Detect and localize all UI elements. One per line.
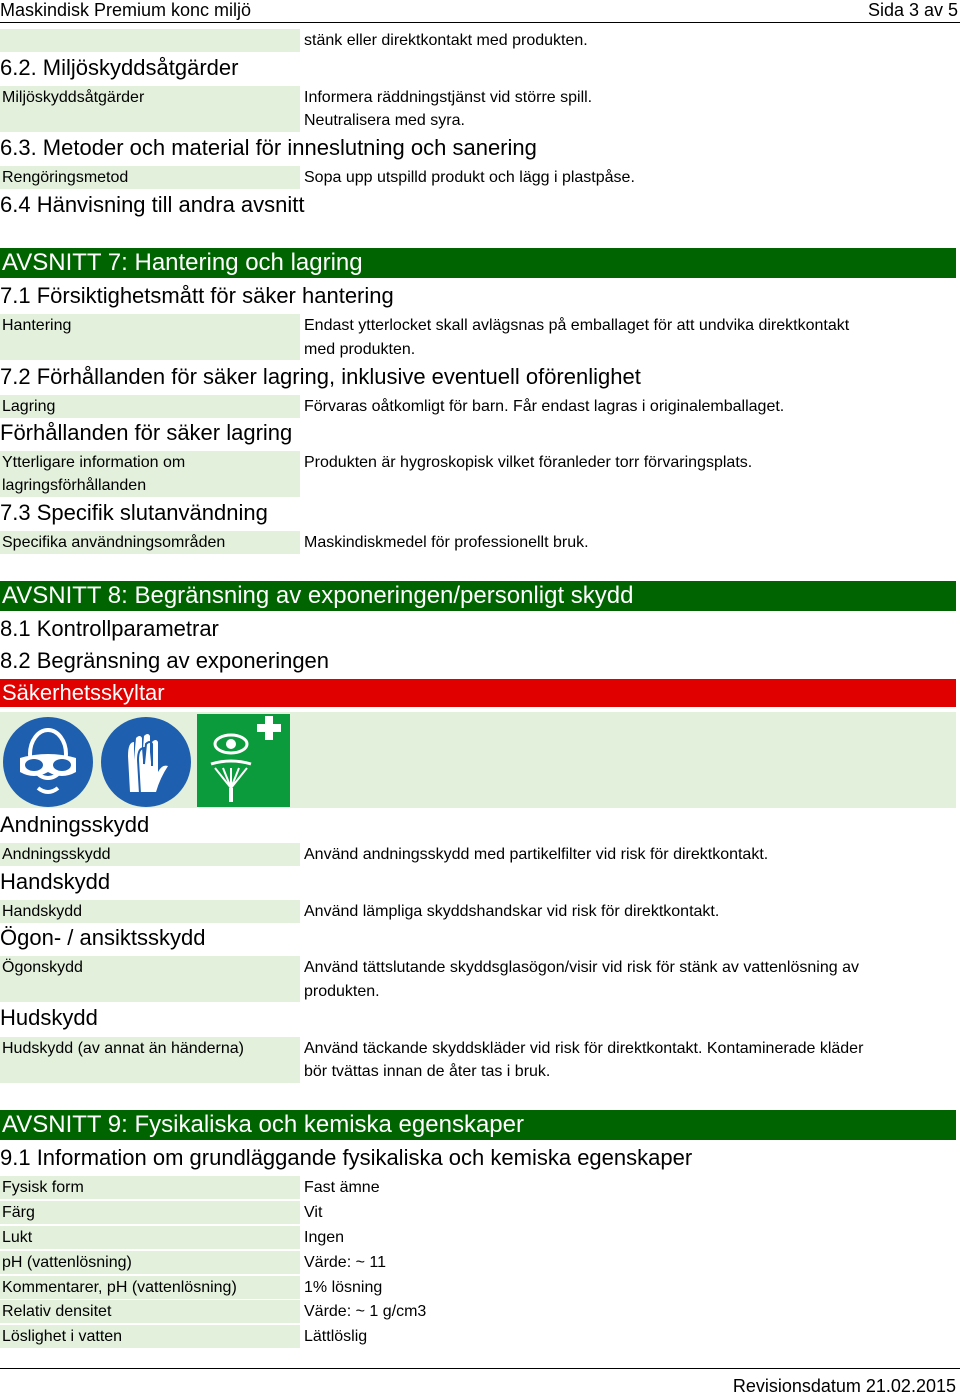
label-andningsskydd: Andningsskydd: [0, 843, 300, 866]
heading-hudskydd: Hudskydd: [0, 1005, 98, 1030]
table-row-value: Lättlöslig: [304, 1328, 368, 1345]
andningsskydd-value: Använd andningsskydd med partikelfilter vid risk för direktkontakt.: [304, 846, 769, 863]
label-ytterligare-line-2: lagringsförhållanden: [2, 477, 147, 494]
heading-8-1: 8.1 Kontrollparametrar: [0, 616, 219, 641]
goggles-icon: [2, 716, 94, 808]
heading-6-2: 6.2. Miljöskyddsåtgärder: [0, 55, 239, 80]
ogonskydd-value-1: Använd tättslutande skyddsglasögon/visir vid risk för stänk av vattenlösning av: [304, 959, 859, 976]
hudskydd-value-2: bör tvättas innan de åter tas i bruk.: [304, 1063, 551, 1080]
miljoskydd-value-1: Informera räddningstjänst vid större spill.: [304, 89, 593, 106]
heading-9-1: 9.1 Information om grundläggande fysikaliska och kemiska egenskaper: [0, 1145, 693, 1170]
label-lagring: Lagring: [0, 395, 300, 418]
table-row-label: Relativ densitet: [0, 1300, 300, 1323]
table-row-value: Ingen: [304, 1229, 345, 1246]
table-row-label: Lukt: [0, 1226, 300, 1249]
table-row-label: Kommentarer, pH (vattenlösning): [0, 1276, 300, 1299]
heading-7-2: 7.2 Förhållanden för säker lagring, inklusive eventuell oförenlighet: [0, 364, 641, 389]
heading-7-1: 7.1 Försiktighetsmått för säker hantering: [0, 283, 394, 308]
label-specifika: Specifika användningsområden: [0, 531, 300, 554]
handskydd-value: Använd lämpliga skyddshandskar vid risk för direktkontakt.: [304, 903, 720, 920]
section-7-title: AVSNITT 7: Hantering och lagring: [0, 248, 956, 278]
label-ytterligare-line-1: Ytterligare information om: [2, 454, 186, 471]
table-row-label: Färg: [0, 1201, 300, 1224]
eyewash-icon: [197, 714, 290, 807]
specifika-value: Maskindiskmedel för professionellt bruk.: [304, 534, 589, 551]
table-row-value: Värde: ~ 1 g/cm3: [304, 1303, 427, 1320]
heading-ogonskydd: Ögon- / ansiktsskydd: [0, 925, 206, 950]
lagring-value: Förvaras oåtkomligt för barn. Får endast lagras i originalemballaget.: [304, 398, 785, 415]
heading-handskydd: Handskydd: [0, 869, 111, 894]
document-title: Maskindisk Premium konc miljö: [0, 0, 252, 20]
ogonskydd-value-2: produkten.: [304, 983, 380, 1000]
table-row-value: Fast ämne: [304, 1179, 380, 1196]
heading-7-3: 7.3 Specifik slutanvändning: [0, 500, 268, 525]
miljoskydd-value-2: Neutralisera med syra.: [304, 112, 465, 129]
section-8-title: AVSNITT 8: Begränsning av exponeringen/personligt skydd: [0, 581, 956, 611]
heading-6-4: 6.4 Hänvisning till andra avsnitt: [0, 192, 305, 217]
label-cell-blank: [0, 29, 300, 52]
heading-6-3: 6.3. Metoder och material för inneslutning och sanering: [0, 135, 537, 160]
page-header: [0, 0, 960, 23]
heading-andningsskydd: Andningsskydd: [0, 812, 150, 837]
page-number: Sida 3 av 5: [867, 0, 958, 20]
hantering-value-1: Endast ytterlocket skall avlägsnas på emballaget för att undvika direktkontakt: [304, 317, 850, 334]
hantering-value-2: med produkten.: [304, 341, 416, 358]
table-row-value: Vit: [304, 1204, 323, 1221]
gloves-icon: [100, 716, 192, 808]
table-row-label: pH (vattenlösning): [0, 1251, 300, 1274]
safety-signs-title: Säkerhetsskyltar: [0, 679, 956, 707]
label-rengoring: Rengöringsmetod: [0, 166, 300, 189]
label-ytterligare: [0, 451, 300, 497]
ytterligare-value: Produkten är hygroskopisk vilket föranleder torr förvaringsplats.: [304, 454, 753, 471]
heading-8-2: 8.2 Begränsning av exponeringen: [0, 648, 330, 673]
table-row-value: 1% lösning: [304, 1279, 383, 1296]
table-row-label: Löslighet i vatten: [0, 1325, 300, 1348]
footer-divider: [0, 1368, 960, 1369]
table-row-value: Värde: ~ 11: [304, 1254, 386, 1271]
hudskydd-value-1: Använd täckande skyddskläder vid risk för direktkontakt. Kontaminerade kläder: [304, 1040, 864, 1057]
section-9-title: AVSNITT 9: Fysikaliska och kemiska egenskaper: [0, 1110, 956, 1140]
label-hantering: Hantering: [0, 314, 300, 360]
heading-forhallanden: Förhållanden för säker lagring: [0, 420, 293, 445]
rengoring-value: Sopa upp utspilld produkt och lägg i plastpåse.: [304, 169, 635, 186]
revision-date: Revisionsdatum 21.02.2015: [732, 1376, 956, 1396]
label-hudskydd: Hudskydd (av annat än händerna): [0, 1037, 300, 1083]
label-miljoskydd: Miljöskyddsåtgärder: [0, 86, 300, 132]
label-handskydd: Handskydd: [0, 900, 300, 923]
label-ogonskydd: Ögonskydd: [0, 956, 300, 1002]
section6-continued-text: stänk eller direktkontakt med produkten.: [304, 32, 588, 49]
table-row-label: Fysisk form: [0, 1176, 300, 1199]
